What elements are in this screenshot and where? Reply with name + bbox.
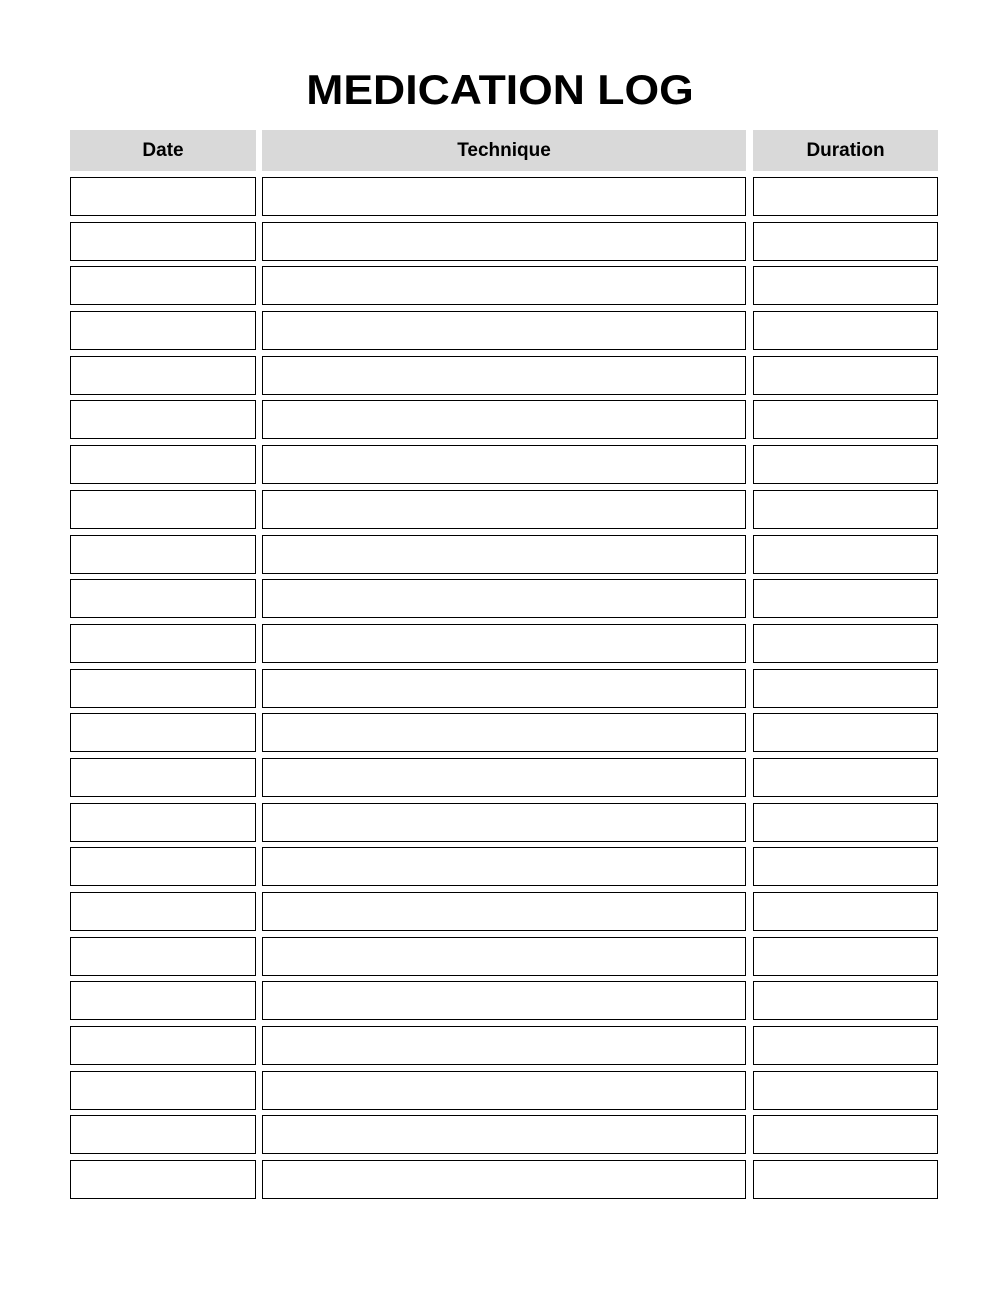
column-header-technique: Technique (262, 130, 746, 171)
duration-field[interactable] (753, 579, 938, 618)
duration-field[interactable] (753, 222, 938, 261)
table-row (70, 981, 938, 1020)
table-header (70, 130, 938, 171)
table-row (70, 758, 938, 797)
page-title: MEDICATION LOG (306, 66, 694, 113)
table-row (70, 713, 938, 752)
technique-field[interactable] (262, 400, 746, 439)
technique-field[interactable] (262, 847, 746, 886)
table-row (70, 892, 938, 931)
technique-field[interactable] (262, 1071, 746, 1110)
duration-field[interactable] (753, 400, 938, 439)
duration-field[interactable] (753, 1115, 938, 1154)
date-field[interactable] (70, 266, 256, 305)
duration-field[interactable] (753, 535, 938, 574)
date-field[interactable] (70, 579, 256, 618)
date-field[interactable] (70, 847, 256, 886)
technique-field[interactable] (262, 669, 746, 708)
column-header-duration: Duration (753, 130, 938, 171)
date-field[interactable] (70, 669, 256, 708)
date-field[interactable] (70, 1071, 256, 1110)
technique-field[interactable] (262, 445, 746, 484)
table-row (70, 1071, 938, 1110)
table-row (70, 356, 938, 395)
technique-field[interactable] (262, 892, 746, 931)
date-field[interactable] (70, 445, 256, 484)
technique-field[interactable] (262, 758, 746, 797)
table-row (70, 400, 938, 439)
date-field[interactable] (70, 713, 256, 752)
log-table (70, 130, 938, 1205)
duration-field[interactable] (753, 266, 938, 305)
duration-field[interactable] (753, 1160, 938, 1199)
technique-field[interactable] (262, 490, 746, 529)
table-row (70, 177, 938, 216)
date-field[interactable] (70, 624, 256, 663)
table-row (70, 624, 938, 663)
technique-field[interactable] (262, 535, 746, 574)
technique-field[interactable] (262, 1115, 746, 1154)
technique-field[interactable] (262, 222, 746, 261)
duration-field[interactable] (753, 356, 938, 395)
date-field[interactable] (70, 803, 256, 842)
table-body (70, 177, 938, 1205)
date-field[interactable] (70, 311, 256, 350)
date-field[interactable] (70, 400, 256, 439)
table-row (70, 1160, 938, 1199)
table-row (70, 311, 938, 350)
table-row (70, 847, 938, 886)
technique-field[interactable] (262, 266, 746, 305)
technique-field[interactable] (262, 177, 746, 216)
technique-field[interactable] (262, 713, 746, 752)
date-field[interactable] (70, 1115, 256, 1154)
table-row (70, 803, 938, 842)
date-field[interactable] (70, 1026, 256, 1065)
duration-field[interactable] (753, 624, 938, 663)
date-field[interactable] (70, 758, 256, 797)
date-field[interactable] (70, 892, 256, 931)
date-field[interactable] (70, 937, 256, 976)
column-header-date: Date (70, 130, 256, 171)
technique-field[interactable] (262, 624, 746, 663)
duration-field[interactable] (753, 937, 938, 976)
duration-field[interactable] (753, 311, 938, 350)
date-field[interactable] (70, 1160, 256, 1199)
table-row (70, 490, 938, 529)
duration-field[interactable] (753, 981, 938, 1020)
duration-field[interactable] (753, 1071, 938, 1110)
duration-field[interactable] (753, 490, 938, 529)
duration-field[interactable] (753, 847, 938, 886)
technique-field[interactable] (262, 356, 746, 395)
duration-field[interactable] (753, 892, 938, 931)
duration-field[interactable] (753, 803, 938, 842)
date-field[interactable] (70, 490, 256, 529)
duration-field[interactable] (753, 1026, 938, 1065)
technique-field[interactable] (262, 579, 746, 618)
table-row (70, 1115, 938, 1154)
duration-field[interactable] (753, 445, 938, 484)
duration-field[interactable] (753, 713, 938, 752)
technique-field[interactable] (262, 311, 746, 350)
technique-field[interactable] (262, 937, 746, 976)
technique-field[interactable] (262, 1160, 746, 1199)
table-row (70, 445, 938, 484)
table-row (70, 266, 938, 305)
date-field[interactable] (70, 222, 256, 261)
technique-field[interactable] (262, 1026, 746, 1065)
table-row (70, 535, 938, 574)
duration-field[interactable] (753, 669, 938, 708)
technique-field[interactable] (262, 981, 746, 1020)
table-row (70, 579, 938, 618)
table-row (70, 669, 938, 708)
technique-field[interactable] (262, 803, 746, 842)
date-field[interactable] (70, 356, 256, 395)
table-row (70, 222, 938, 261)
table-row (70, 1026, 938, 1065)
duration-field[interactable] (753, 758, 938, 797)
date-field[interactable] (70, 535, 256, 574)
table-row (70, 937, 938, 976)
date-field[interactable] (70, 177, 256, 216)
date-field[interactable] (70, 981, 256, 1020)
duration-field[interactable] (753, 177, 938, 216)
